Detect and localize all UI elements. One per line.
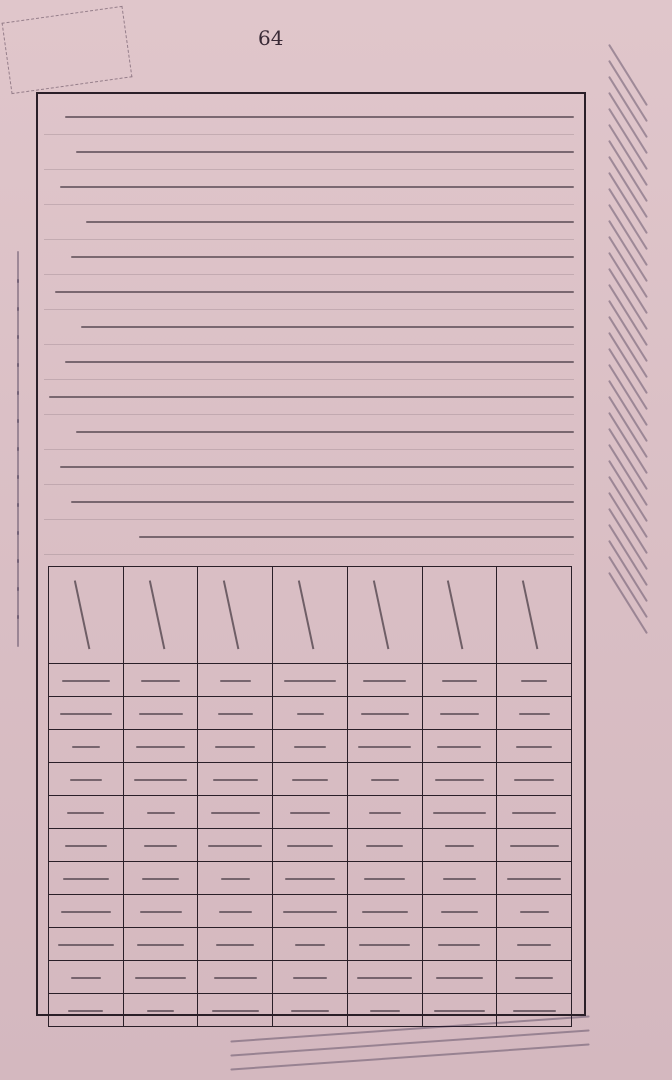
paragraph-line [44,415,574,450]
table-header-cell [123,567,198,664]
margin-note-stroke [608,572,648,634]
table-cell [422,928,497,961]
table-row [49,730,572,763]
table-cell [497,961,572,994]
margin-note-stroke [608,316,648,378]
table-cell [347,697,422,730]
margin-note-stroke [608,204,648,266]
table-cell [497,895,572,928]
margin-note-stroke [608,172,648,234]
table-cell [123,664,198,697]
table-cell [123,928,198,961]
page-number: 64 [258,26,284,50]
paragraph-line [44,275,574,310]
table-cell [49,763,124,796]
paragraph-line [44,520,574,555]
margin-note-stroke [230,1029,589,1056]
table-cell [273,961,348,994]
handwritten-paragraph [44,100,574,562]
table-cell [497,796,572,829]
margin-note-stroke [608,188,648,250]
table-header-row [49,567,572,664]
table-row [49,697,572,730]
table-cell [347,895,422,928]
table-row [49,664,572,697]
table-cell [347,763,422,796]
table-cell [198,829,273,862]
table-cell [497,664,572,697]
table-cell [49,829,124,862]
paragraph-line [44,345,574,380]
margin-note-stroke [608,268,648,330]
margin-note-stroke [608,44,648,106]
table-cell [497,862,572,895]
handwritten-note-top-left [2,6,133,94]
margin-note-stroke [608,396,648,458]
table-cell [497,697,572,730]
table-cell [273,763,348,796]
paragraph-line [44,240,574,275]
table-row [49,895,572,928]
table-cell [422,862,497,895]
table-row [49,862,572,895]
table-cell [422,664,497,697]
table-cell [422,961,497,994]
margin-note-stroke [17,615,19,647]
table-row [49,796,572,829]
table-cell [347,829,422,862]
margin-note-stroke [608,492,648,554]
table-cell [123,796,198,829]
margin-note-stroke [608,348,648,410]
margin-note-stroke [608,364,648,426]
table-cell [422,730,497,763]
table-cell [123,829,198,862]
table-cell [198,928,273,961]
margin-note-stroke [608,252,648,314]
table-header-cell [198,567,273,664]
table-cell [123,697,198,730]
table-cell [273,895,348,928]
table-cell [273,664,348,697]
margin-note-stroke [608,556,648,618]
table-cell [273,796,348,829]
table-cell [422,796,497,829]
table-cell [198,730,273,763]
margin-note-stroke [608,508,648,570]
paragraph-line [44,450,574,485]
margin-note-stroke [608,444,648,506]
margin-note-stroke [608,156,648,218]
table-row [49,961,572,994]
paragraph-line [44,485,574,520]
margin-note-stroke [608,300,648,362]
table-cell [123,730,198,763]
margin-note-stroke [608,540,648,602]
table-cell [347,928,422,961]
table-cell [347,961,422,994]
margin-note-stroke [608,92,648,154]
table-cell [422,895,497,928]
table-cell [422,763,497,796]
table-cell [497,730,572,763]
table-cell [123,994,198,1027]
paragraph-line [44,380,574,415]
margin-note-stroke [608,140,648,202]
margin-note-stroke [608,284,648,346]
table-cell [198,796,273,829]
table-cell [49,895,124,928]
table-header-cell [422,567,497,664]
table-cell [49,862,124,895]
table-cell [347,796,422,829]
margin-note-stroke [608,428,648,490]
table-cell [347,862,422,895]
table-cell [198,763,273,796]
table-header-cell [347,567,422,664]
paragraph-line [44,100,574,135]
paragraph-line [44,135,574,170]
margin-note-stroke [608,412,648,474]
table-cell [273,697,348,730]
table-header-cell [49,567,124,664]
table-row [49,829,572,862]
table-cell [198,664,273,697]
table-header-cell [497,567,572,664]
table-cell [198,895,273,928]
table-cell [497,928,572,961]
table-cell [123,862,198,895]
table-cell [497,763,572,796]
margin-note-stroke [608,220,648,282]
right-margin-annotations [592,60,664,1070]
left-margin-annotations [2,240,34,1080]
table-cell [347,664,422,697]
margin-note-stroke [608,60,648,122]
table-cell [347,730,422,763]
paragraph-line [44,310,574,345]
table-row [49,928,572,961]
table-row [49,763,572,796]
table-cell [49,796,124,829]
table-cell [49,961,124,994]
table-header-cell [273,567,348,664]
table-cell [273,829,348,862]
margin-note-stroke [608,524,648,586]
table-cell [422,829,497,862]
margin-note-stroke [608,332,648,394]
margin-note-stroke [608,124,648,186]
table-cell [497,829,572,862]
table-cell [123,895,198,928]
margin-note-stroke [608,460,648,522]
paragraph-line [44,170,574,205]
margin-note-stroke [608,380,648,442]
table-cell [273,928,348,961]
table-cell [422,697,497,730]
table-cell [49,697,124,730]
margin-note-stroke [230,1043,589,1070]
margin-note-stroke [230,1015,589,1042]
table-cell [123,961,198,994]
table-cell [198,961,273,994]
margin-note-stroke [608,76,648,138]
paragraph-line [44,205,574,240]
table-cell [49,928,124,961]
margin-note-stroke [608,236,648,298]
table-cell [49,730,124,763]
margin-note-stroke [608,476,648,538]
table-cell [198,697,273,730]
crop-table [48,566,572,1027]
table-cell [198,862,273,895]
table-cell [49,664,124,697]
bottom-margin-annotations [230,1016,590,1076]
table-cell [123,763,198,796]
table-cell [273,730,348,763]
table-cell [273,862,348,895]
table-cell [49,994,124,1027]
margin-note-stroke [608,108,648,170]
